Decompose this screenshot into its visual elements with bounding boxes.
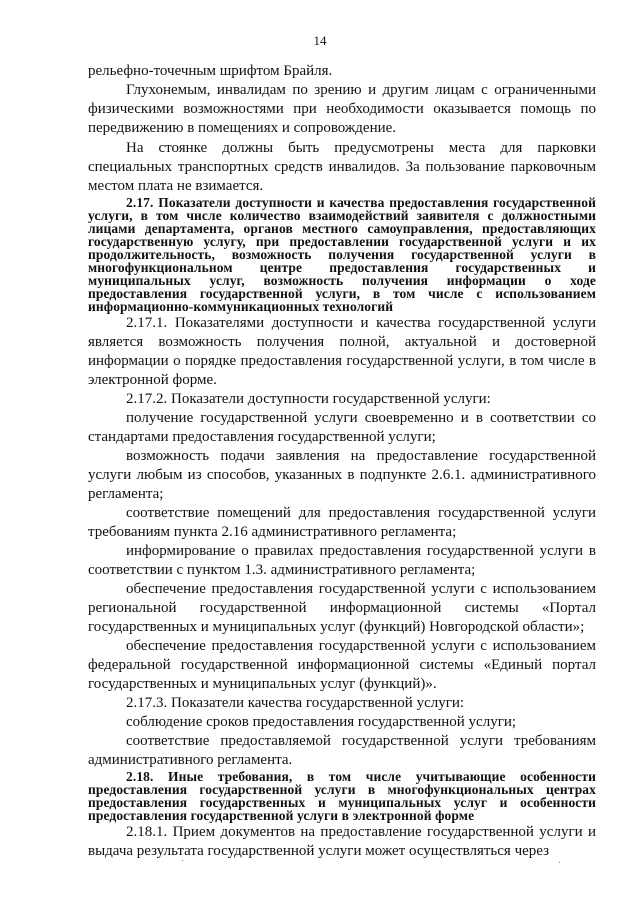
section-heading-2-17: 2.17. Показатели доступности и качества предоставления государственной услуги, в том числе количество взаимодействий заявителя с должностными лицами департамента, органов местного самоуправления, предоставляющих государственную услугу, при предоставлении государственной услуги и их продолжительность, возможность получения государственной услуги в многофункциональном центре предоставления государственных и муниципальных услуг, возможность получения информации о ходе предоставления государственной услуги, в том числе с использованием информационно-коммуникационных технологий <box>88 195 596 314</box>
list-item-federal-portal: обеспечение предоставления государственной услуги с использованием федеральной государственной информационной системы «Единый портал государственных и муниципальных услуг (функций)». <box>88 638 596 692</box>
paragraph-assistance: Глухонемым, инвалидам по зрению и другим лицам с ограниченными физическими возможностями при необходимости оказывается помощь по передвижению в помещениях и сопровождение. <box>88 82 596 136</box>
page-number: 14 <box>313 33 327 48</box>
paragraph-braille: рельефно-точечным шрифтом Брайля. <box>88 63 333 79</box>
paragraph-2-17-2: 2.17.2. Показатели доступности государственной услуги: <box>126 391 491 407</box>
paragraph-2-17-3: 2.17.3. Показатели качества государственной услуги: <box>126 695 465 711</box>
list-item-application-methods: возможность подачи заявления на предоставление государственной услуги любым из способов, указанных в подпункте 2.6.1. административного регламента; <box>88 448 596 502</box>
list-item-timely-receipt: получение государственной услуги своевременно и в соответствии со стандартами предоставления государственной услуги; <box>88 410 596 445</box>
paragraph-parking: На стоянке должны быть предусмотрены места для парковки специальных транспортных средств инвалидов. За пользование парковочным местом плата не взимается. <box>88 140 596 194</box>
list-item-regional-portal: обеспечение предоставления государственной услуги с использованием региональной государственной информационной системы «Портал государственных и муниципальных услуг (функций) Новгородской области»; <box>88 581 596 635</box>
document-body <box>88 62 596 861</box>
list-item-informing: информирование о правилах предоставления государственной услуги в соответствии с пунктом 1.3. административного регламента; <box>88 543 596 578</box>
list-item-premises: соответствие помещений для предоставления государственной услуги требованиям пункта 2.16 административного регламента; <box>88 505 596 540</box>
list-item-deadlines: соблюдение сроков предоставления государственной услуги; <box>126 714 517 730</box>
section-heading-2-18: 2.18. Иные требования, в том числе учитывающие особенности предоставления государственной услуги в многофункциональных центрах предоставления государственных и муниципальных услуг и особенности предоставления государственной услуги в электронной форме <box>88 769 596 823</box>
scan-dot-mark: · <box>558 858 562 869</box>
scan-dot-mark: · <box>181 856 185 867</box>
list-item-regulation-compliance: соответствие предоставляемой государственной услуги требованиям административного регламента. <box>88 733 596 768</box>
paragraph-2-17-1: 2.17.1. Показателями доступности и качества государственной услуги является возможность получения полной, актуальной и достоверной информации о порядке предоставления государственной услуги, в том числе в электронной форме. <box>88 315 596 388</box>
paragraph-2-18-1: 2.18.1. Прием документов на предоставление государственной услуги и выдача результата государственной услуги может осуществляться через <box>88 824 596 859</box>
